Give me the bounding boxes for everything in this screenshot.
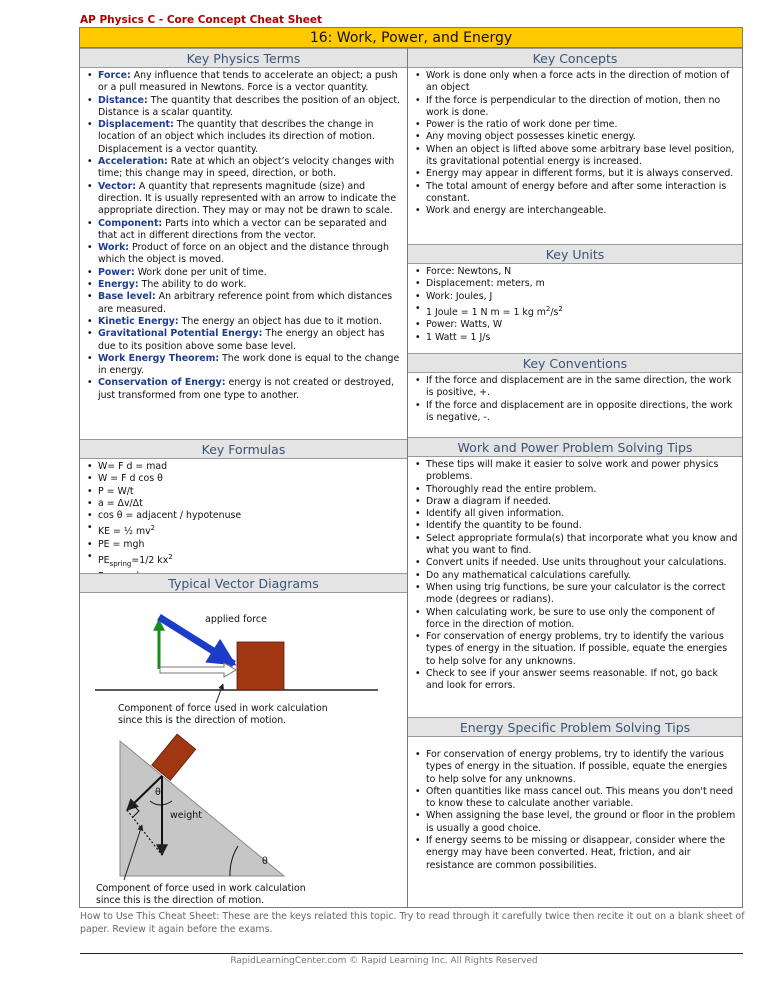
concept-item: • Energy may appear in different forms, but it is always conserved. [408, 168, 742, 180]
tip-item: • These tips will make it easier to solve work and power physics problems. [408, 459, 742, 484]
formula-item: • a = Δv/Δt [80, 498, 407, 510]
right-column [408, 48, 742, 907]
tip-item: • When calculating work, be sure to use only the component of force in the direction of motion. [408, 607, 742, 632]
tip-item: • When using trig functions, be sure your calculator is the correct mode (degrees or radians). [408, 582, 742, 607]
term-item [80, 70, 407, 95]
term-definition: Rate at which an object’s velocity changes with time; this change may in speed, direction, or both. [98, 156, 395, 180]
term-definition: The ability to do work. [138, 279, 247, 291]
formula-item: • cos θ = adjacent / hypotenuse [80, 510, 407, 522]
term-definition: The energy an object has due to it motion. [178, 315, 382, 327]
term-name: Vector: [98, 180, 136, 192]
term-item [80, 353, 407, 378]
sheet-title: 16: Work, Power, and Energy [80, 28, 742, 48]
term-name: Kinetic Energy: [98, 315, 179, 327]
tip-item: • Draw a diagram if needed. [408, 496, 742, 508]
horizontal-component-arrow [160, 663, 236, 677]
footer-divider [80, 953, 743, 954]
key-units-section [408, 244, 742, 354]
term-item [80, 279, 407, 291]
term-definition: The quantity that describes the change in location of an object which includes its direction of motion. Displacement is a vector quantity. [98, 119, 375, 155]
tip-item: • Convert units if needed. Use units throughout your calculations. [408, 557, 742, 569]
term-definition: The work done is equal to the change in energy. [98, 352, 400, 377]
term-name: Distance: [98, 94, 148, 106]
term-item [80, 95, 407, 120]
key-terms-section [80, 48, 407, 447]
formula-item: • W= F d = mad [80, 461, 407, 473]
term-name: Acceleration: [98, 156, 168, 168]
weight-label: weight [170, 810, 203, 821]
formula-item: • PE = mgh [80, 539, 407, 551]
tip-item: • Identify the quantity to be found. [408, 520, 742, 532]
left-column [80, 48, 408, 907]
key-formulas-section [80, 439, 407, 579]
tip-item: • For conservation of energy problems, try to identify the various types of energy in the situation. If possible, equate the energies to help solve for any unknowns. [408, 631, 742, 668]
formula-subscript: spring [109, 560, 132, 569]
concept-item: • Power is the ratio of work done per time. [408, 119, 742, 131]
formula-item: • P = W/t [80, 486, 407, 498]
block-on-floor [237, 642, 284, 690]
term-name: Conservation of Energy: [98, 377, 226, 389]
key-terms-list [80, 68, 407, 402]
tip-item: • Thoroughly read the entire problem. [408, 484, 742, 496]
term-name: Power: [98, 266, 135, 278]
diagram-1-caption: Component of force used in work calculation since this is the direction of motion. [118, 703, 328, 726]
term-name: Energy: [98, 279, 139, 291]
key-formulas-list [80, 459, 407, 586]
unit-item: • Displacement: meters, m [408, 278, 742, 290]
term-name: Work Energy Theorem: [98, 352, 220, 364]
term-item [80, 316, 407, 328]
term-item [80, 181, 407, 218]
concept-item: • Work is done only when a force acts in the direction of motion of an object [408, 70, 742, 95]
energy-tips-list [408, 737, 742, 872]
energy-tips-heading: Energy Specific Problem Solving Tips [408, 717, 742, 737]
unit-item: • Force: Newtons, N [408, 266, 742, 278]
term-item [80, 328, 407, 353]
term-definition: Work done per unit of time. [134, 266, 267, 278]
concept-item: • Any moving object possesses kinetic energy. [408, 131, 742, 143]
formula-superscript: 2 [150, 524, 156, 533]
term-definition: The quantity that describes the position of an object. Distance is a scalar quantity. [98, 94, 401, 118]
work-power-tips-list [408, 457, 742, 693]
unit-superscript: 2 [545, 304, 551, 313]
formula-item: • $PE_{spring}=1/2$ $kx^2$ [80, 551, 407, 570]
concept-item: • If the force is perpendicular to the direction of motion, then no work is done. [408, 95, 742, 120]
convention-item: • If the force and displacement are in opposite directions, the work is negative, -. [408, 400, 742, 425]
formula-item: • KE = ½ $mv^2$ [80, 522, 407, 538]
usage-note: How to Use This Cheat Sheet: These are the keys related this topic. Try to read through it carefully twice then recite it out on a blank sheet of paper. Review it again before the exams. [80, 911, 745, 935]
term-name: Force: [98, 70, 131, 81]
caption-1-pointer [216, 684, 223, 703]
unit-item: • 1 Joule = 1 N m = 1 kg $m^2/s^2$ [408, 303, 742, 319]
key-terms-heading: Key Physics Terms [80, 48, 407, 68]
key-conventions-heading: Key Conventions [408, 353, 742, 373]
concept-item: • The total amount of energy before and after some interaction is constant. [408, 181, 742, 206]
tip-item: • Check to see if your answer seems reasonable. If not, go back and look for errors. [408, 668, 742, 693]
convention-item: • If the force and displacement are in the same direction, the work is positive, +. [408, 375, 742, 400]
formula-superscript: 2 [168, 553, 173, 562]
term-item [80, 377, 407, 402]
cheat-sheet [79, 27, 743, 908]
term-name: Gravitational Potential Energy: [98, 328, 263, 340]
work-power-tips-heading: Work and Power Problem Solving Tips [408, 437, 742, 457]
incline-ramp [120, 741, 284, 876]
term-item [80, 267, 407, 279]
key-concepts-list [408, 68, 742, 218]
term-item [80, 242, 407, 267]
theta-label-base: θ [262, 856, 268, 867]
vector-diagrams-figure [80, 593, 408, 928]
energy-tip-item: • For conservation of energy problems, try to identify the various types of energy in the situation. If possible, equate the energies to help solve for any unknowns. [408, 749, 742, 786]
unit-item: • Work: Joules, J [408, 291, 742, 303]
vector-diagrams-section [80, 573, 407, 907]
tip-item: • Identify all given information. [408, 508, 742, 520]
energy-tip-item: • Often quantities like mass cancel out. This means you don't need to know these to calculate another variable. [408, 786, 742, 811]
term-definition: Any influence that tends to accelerate an object; a push or a pull measured in Newtons. Force is a vector quantity. [98, 70, 398, 94]
term-item [80, 291, 407, 316]
unit-superscript: 2 [558, 304, 563, 313]
concept-item: • Work and energy are interchangeable. [408, 205, 742, 217]
term-name: Base level: [98, 291, 156, 303]
key-conventions-list [408, 373, 742, 424]
energy-tip-item: • When assigning the base level, the ground or floor in the problem is usually a good choice. [408, 810, 742, 835]
key-conventions-section [408, 353, 742, 438]
term-definition: An arbitrary reference point from which distances are measured. [98, 291, 393, 315]
vector-diagrams-heading: Typical Vector Diagrams [80, 573, 407, 593]
term-name: Displacement: [98, 119, 174, 131]
work-power-tips-section [408, 437, 742, 717]
term-definition: Product of force on an object and the distance through which the object is moved. [98, 242, 389, 266]
term-definition: A quantity that represents magnitude (size) and direction. It is usually represented with an arrow to indicate the appropriate direction. They may or may not be drawn to scale. [98, 180, 397, 217]
tip-item: • Select appropriate formula(s) that incorporate what you know and what you want to find. [408, 533, 742, 558]
term-definition: energy is not created or destroyed, just transformed from one type to another. [98, 377, 395, 401]
key-concepts-heading: Key Concepts [408, 48, 742, 68]
concept-item: • When an object is lifted above some arbitrary base level position, its gravitational potential energy is increased. [408, 144, 742, 169]
key-formulas-heading: Key Formulas [80, 439, 407, 459]
key-units-list [408, 264, 742, 344]
term-item [80, 119, 407, 156]
unit-item: • 1 Watt = 1 J/s [408, 332, 742, 344]
energy-tips-section [408, 717, 742, 907]
formula-item: • W = F d cos θ [80, 473, 407, 485]
applied-force-label: applied force [205, 614, 267, 625]
term-name: Component: [98, 217, 163, 229]
term-item [80, 156, 407, 181]
document-label: AP Physics C - Core Concept Cheat Sheet [80, 14, 323, 26]
tip-item: • Do any mathematical calculations carefully. [408, 570, 742, 582]
copyright-line: RapidLearningCenter.com © Rapid Learning Inc. All Rights Reserved [230, 956, 538, 966]
term-definition: Parts into which a vector can be separated and that act in different directions from the vector. [98, 217, 387, 241]
theta-label-top: θ [155, 787, 161, 798]
energy-tip-item: • If energy seems to be missing or disappear, consider where the energy may have been converted. Heat, friction, and air resistance are common possibilities. [408, 835, 742, 872]
term-name: Work: [98, 242, 130, 254]
key-units-heading: Key Units [408, 244, 742, 264]
unit-item: • Power: Watts, W [408, 319, 742, 331]
term-definition: The energy an object has due to its position above some base level. [98, 328, 385, 352]
diagram-2-caption: Component of force used in work calculation since this is the direction of motion. [96, 883, 306, 906]
key-concepts-section [408, 48, 742, 246]
term-item [80, 218, 407, 243]
